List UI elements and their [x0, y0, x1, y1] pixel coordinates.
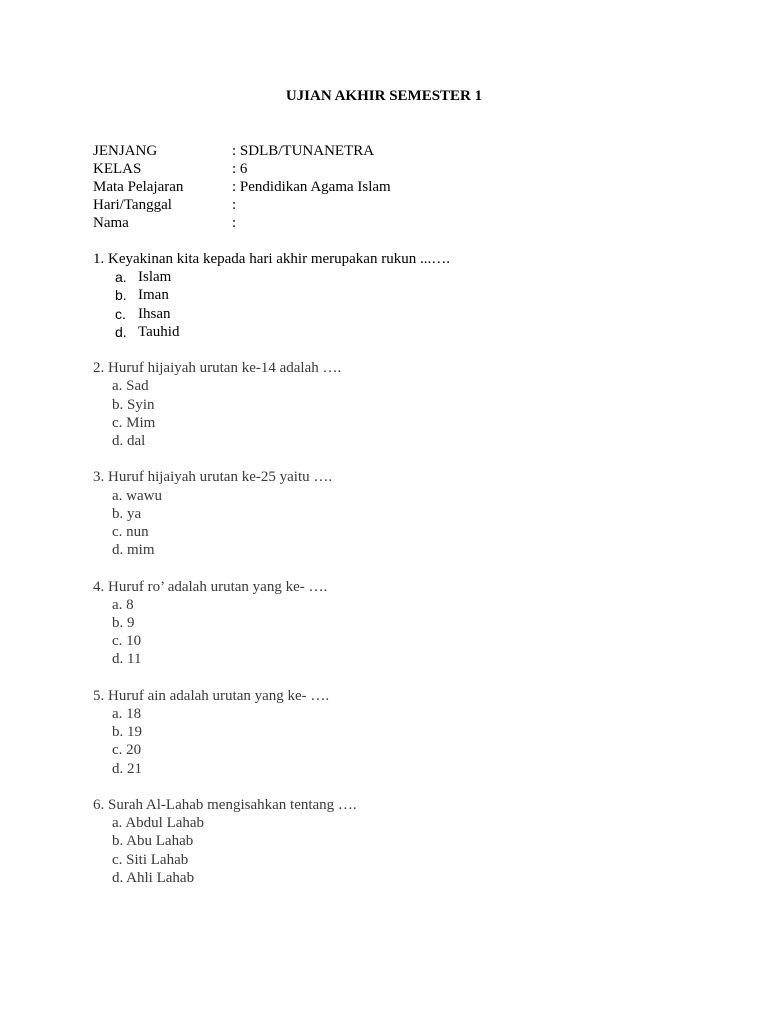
question-text: 4. Huruf ro’ adalah urutan yang ke- ….: [93, 578, 328, 595]
info-row-jenjang: [93, 142, 391, 160]
answer-option: [93, 286, 450, 304]
answer-option: a. Abdul Lahab: [112, 815, 205, 832]
answer-option: [93, 323, 450, 341]
answer-option: b. 19: [112, 724, 142, 741]
document-title: UJIAN AKHIR SEMESTER 1: [285, 88, 483, 104]
question-text: 6. Surah Al-Lahab mengisahkan tentang ….: [93, 797, 357, 814]
info-value: : Pendidikan Agama Islam: [232, 179, 391, 195]
question-5: [93, 687, 450, 778]
question-6: [93, 796, 450, 887]
question-text: 2. Huruf hijaiyah urutan ke-14 adalah ….: [93, 360, 342, 377]
answer-option: c. nun: [112, 524, 149, 541]
question-1: [93, 250, 450, 341]
option-text: Ihsan: [138, 305, 171, 322]
answer-option: b. 9: [112, 615, 135, 632]
answer-option: d. 21: [112, 760, 142, 777]
info-row-kelas: [93, 160, 391, 178]
question-text: 3. Huruf hijaiyah urutan ke-25 yaitu ….: [93, 469, 333, 486]
answer-option: d. Ahli Lahab: [112, 869, 195, 886]
option-text: Tauhid: [138, 323, 180, 340]
info-label: Mata Pelajaran: [93, 179, 184, 195]
answer-option: [93, 268, 450, 286]
answer-option: a. 8: [112, 596, 134, 613]
option-text: Iman: [138, 287, 169, 304]
answer-option: d. mim: [112, 542, 155, 559]
info-row-hari-tanggal: [93, 196, 391, 214]
answer-option: b. Syin: [112, 396, 155, 413]
info-row-nama: [93, 214, 391, 232]
info-value: : SDLB/TUNANETRA: [232, 143, 375, 159]
answer-option: a. wawu: [112, 487, 162, 504]
question-2: [93, 359, 450, 450]
answer-option: a. 18: [112, 706, 142, 723]
exam-info: [93, 142, 391, 232]
answer-option: a. Sad: [112, 378, 149, 395]
answer-option: b. Abu Lahab: [112, 833, 194, 850]
option-text: Islam: [138, 269, 172, 286]
option-letter: c.: [115, 305, 126, 322]
question-3: [93, 468, 450, 559]
info-value: :: [232, 197, 237, 213]
info-row-mata-pelajaran: [93, 178, 391, 196]
question-4: [93, 578, 450, 669]
question-list: [93, 250, 450, 905]
answer-option: c. Siti Lahab: [112, 851, 189, 868]
info-label: Hari/Tanggal: [93, 197, 172, 213]
answer-option: c. Mim: [112, 414, 156, 431]
answer-option: d. dal: [112, 433, 146, 450]
option-letter: a.: [115, 269, 127, 286]
option-letter: b.: [115, 287, 127, 304]
answer-option: [93, 305, 450, 323]
answer-option: c. 10: [112, 633, 142, 650]
info-label: JENJANG: [93, 143, 158, 159]
info-label: Nama: [93, 215, 129, 231]
info-value: :: [232, 215, 237, 231]
answer-option: c. 20: [112, 742, 142, 759]
option-letter: d.: [115, 323, 127, 340]
info-value: : 6: [232, 161, 248, 177]
info-label: KELAS: [93, 161, 142, 177]
answer-option: d. 11: [112, 651, 142, 668]
question-text: 5. Huruf ain adalah urutan yang ke- ….: [93, 687, 330, 704]
answer-option: b. ya: [112, 505, 142, 522]
question-text: 1. Keyakinan kita kepada hari akhir merupakan rukun ...….: [93, 251, 450, 267]
